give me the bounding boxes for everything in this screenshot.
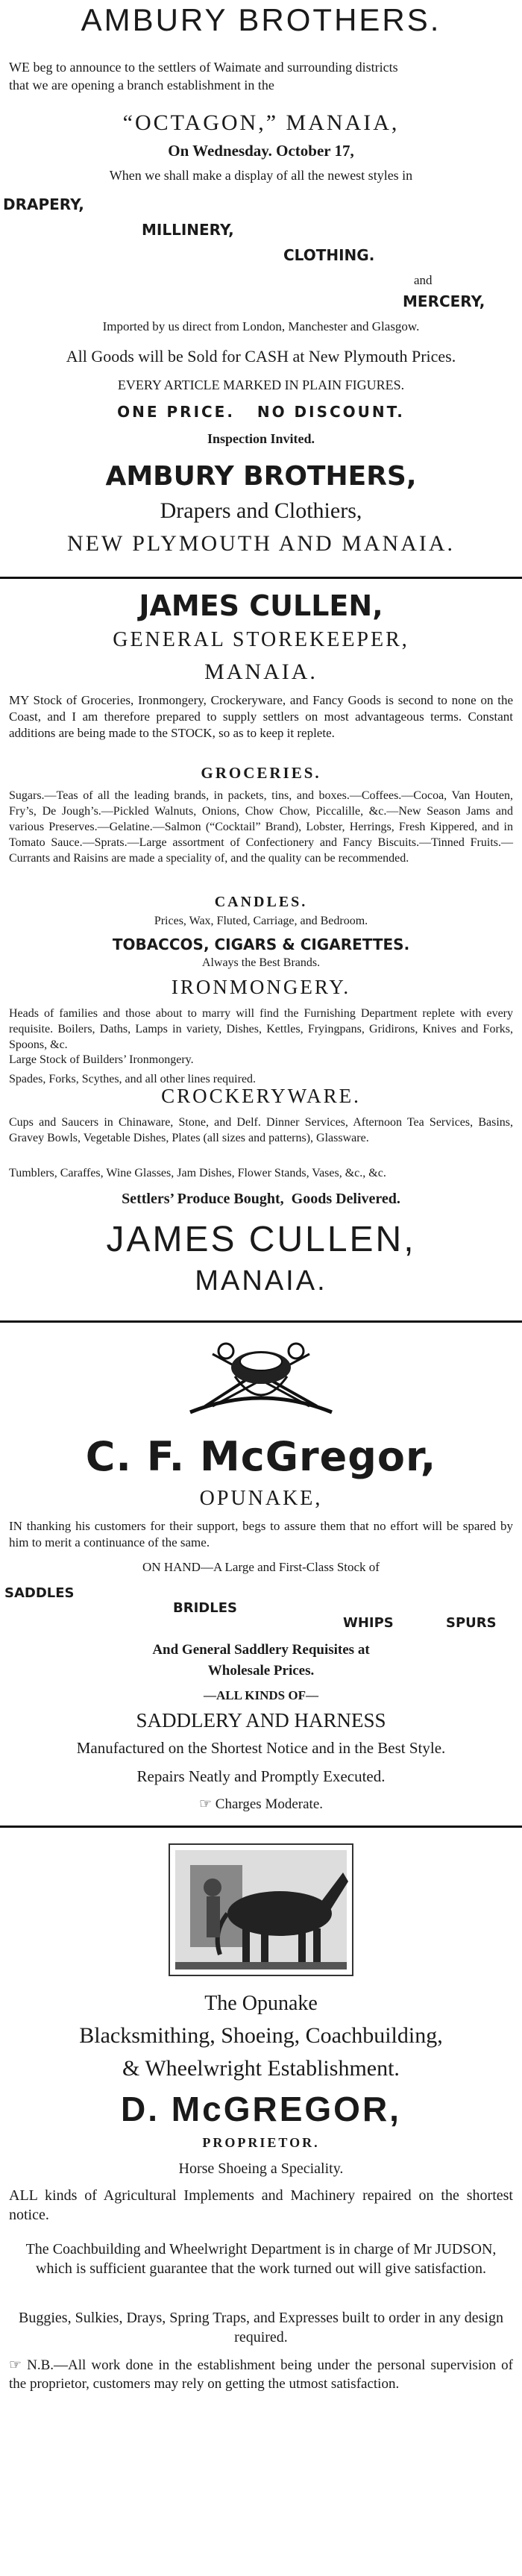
pointing-hand-icon: ☞ [198,1796,213,1812]
saddle-emblem-icon [183,1332,339,1421]
ambury-display-line: When we shall make a display of all the newest styles in [109,168,413,183]
ambury-inspection: Inspection Invited. [207,431,315,446]
d-mcgregor-the: The Opunake [204,1992,318,2015]
ironmongery-heading: IRONMONGERY. [171,976,351,998]
d-mcgregor-repairs: ALL kinds of Agricultural Implements and Machinery repaired on the shortest notice. [9,2187,513,2223]
crockery-text: Cups and Saucers in Chinaware, Stone, and Delf. Dinner Services, Afternoon Tea Services, Basins, Gravey Bowls, Vegetable Dishes, Plates (all sizes and patterns), Glassware. [9,1116,513,1144]
candles-heading: CANDLES. [214,894,308,910]
ambury-intro-line-2: that we are opening a branch establishment in the [9,78,274,93]
ironmongery-builders: Large Stock of Builders’ Ironmongery. [9,1053,194,1066]
pointing-hand-icon: ☞ [9,2357,22,2373]
ambury-imported: Imported by us direct from London, Manchester and Glasgow. [102,319,420,333]
goods-saddles: SADDLES [4,1585,75,1601]
d-mcgregor-line-1: Blacksmithing, Shoeing, Coachbuilding, [79,2023,443,2048]
cf-mcgregor-manufactured: Manufactured on the Shortest Notice and in the Best Style. [76,1739,446,1757]
ambury-intro-line-1: WE beg to announce to the settlers of Waimate and surrounding districts [9,60,398,75]
cf-mcgregor-on-hand: ON HAND—A Large and First-Class Stock of [142,1560,380,1574]
produce-bought: Settlers’ Produce Bought, [122,1191,284,1207]
cullen-trade: GENERAL STOREKEEPER, [113,628,409,651]
horse-shoeing-illustration-icon [168,1843,354,1977]
ambury-towns: NEW PLYMOUTH AND MANAIA. [66,531,456,556]
ambury-cash: All Goods will be Sold for CASH at New Plymouth Prices. [66,347,456,366]
cullen-intro: MY Stock of Groceries, Ironmongery, Crockeryware, and Fancy Goods is second to none on the Coast, and I am therefore prepared to supply settlers on most advantageous terms. Constant additions are being made to the STOCK, so as to keep it replete. [9,693,513,740]
cullen-footer-name: JAMES CULLEN, [106,1220,416,1259]
james-cullen-ad-continued [0,1085,522,1317]
style-mercery: MERCERY, [403,292,485,310]
tobaccos-text: Always the Best Brands. [201,956,321,969]
d-mcgregor-specialty: Horse Shoeing a Speciality. [178,2160,344,2177]
style-clothing: CLOTHING. [283,246,375,264]
ambury-title: AMBURY BROTHERS. [81,2,441,37]
goods-delivered: Goods Delivered. [291,1191,400,1207]
ambury-date: On Wednesday. October 17, [168,142,354,160]
goods-bridles: BRIDLES [173,1600,237,1616]
groceries-text: Sugars.—Teas of all the leading brands, in packets, tins, and boxes.—Coffees.—Cocoa, Van Houten, Fry’s, De Jough’s.—Pickled Walnuts, Onions, Chow Chow, Piccalille, &c.—New Season Jams and various Preserves.—Gelatine.—Salmon (“Cocktail” Brand), Lobster, Herrings, Fresh Kippered, and in Tomato Sauce.—Sprats.—Large assortment of Confectionery and Fancy Biscuits.—Tinned Fruits.—Currants and Raisins are made a speciality of, and the quality can be recommended. [9,789,513,865]
cf-mcgregor-charges-line [9,1796,513,1813]
cf-mcgregor-repairs: Repairs Neatly and Promptly Executed. [136,1767,386,1785]
cf-mcgregor-requisites-1: And General Saddlery Requisites at [152,1642,370,1658]
ambury-marked: EVERY ARTICLE MARKED IN PLAIN FIGURES. [117,377,405,392]
ambury-brothers-ad [0,0,522,574]
cf-mcgregor-charges: Charges Moderate. [215,1796,323,1812]
d-mcgregor-nb: N.B.—All work done in the establishment being under the personal supervision of the proprietor, customers may rely on getting the utmost satisfaction. [9,2357,513,2392]
groceries-heading: GROCERIES. [201,764,321,782]
cullen-town: MANAIA. [204,659,318,684]
ambury-one-price-line [9,403,513,421]
ironmongery-spades: Spades, Forks, Scythes, and all other lines required. [9,1073,257,1085]
tobaccos-heading: TOBACCOS, CIGARS & CIGARETTES. [112,936,410,953]
one-price: ONE PRICE. [117,403,235,421]
crockery-tumblers: Tumblers, Caraffes, Wine Glasses, Jam Dishes, Flower Stands, Vases, &c., &c. [9,1167,386,1179]
candles-text: Prices, Wax, Fluted, Carriage, and Bedroom. [154,915,368,927]
no-discount: NO DISCOUNT. [257,403,405,421]
d-mcgregor-role: PROPRIETOR. [202,2135,320,2150]
d-mcgregor-name: D. McGREGOR, [121,2090,401,2128]
goods-whips: WHIPS [343,1615,394,1631]
crockery-heading: CROCKERYWARE. [161,1085,361,1107]
d-mcgregor-coach: The Coachbuilding and Wheelwright Department is in charge of Mr JUDSON, which is sufficient guarantee that the work turned out will give satisfaction. [25,2241,497,2277]
ambury-name: AMBURY BROTHERS, [105,461,417,492]
ironmongery-text: Heads of families and those about to marry will find the Furnishing Department replete with every requisite. Boilers, Daths, Lamps in variety, Dishes, Kettles, Fryingpans, Gridirons, Knives and Forks, Spoons, &c. [9,1007,513,1051]
style-drapery: DRAPERY, [3,195,84,213]
style-millinery: MILLINERY, [142,221,234,239]
cf-mcgregor-intro: IN thanking his customers for their support, begs to assure them that no effort will be spared by him to merit a continuance of the same. [9,1519,513,1549]
cf-mcgregor-saddlery: SADDLERY AND HARNESS [136,1709,386,1732]
cf-mcgregor-town: OPUNAKE, [199,1487,323,1510]
cf-mcgregor-name: C. F. McGregor, [85,1433,437,1480]
d-mcgregor-ad [0,1828,522,2576]
goods-spurs: SPURS [446,1615,497,1631]
ambury-venue: “OCTAGON,” MANAIA, [122,110,400,135]
ambury-trade: Drapers and Clothiers, [160,498,362,523]
james-cullen-ad [0,579,522,1134]
cullen-produce-line [9,1191,513,1208]
cf-mcgregor-requisites-2: Wholesale Prices. [207,1663,315,1679]
d-mcgregor-line-2: & Wheelwright Establishment. [122,2056,400,2081]
cullen-footer-town: MANAIA. [195,1265,327,1297]
d-mcgregor-nb-line [9,2356,513,2393]
cf-mcgregor-all-kinds: —ALL KINDS OF— [204,1688,318,1702]
cullen-name: JAMES CULLEN, [139,589,383,622]
style-and: and [414,273,433,287]
d-mcgregor-buggies: Buggies, Sulkies, Drays, Spring Traps, and Expresses built to order in any design required. [19,2310,503,2345]
